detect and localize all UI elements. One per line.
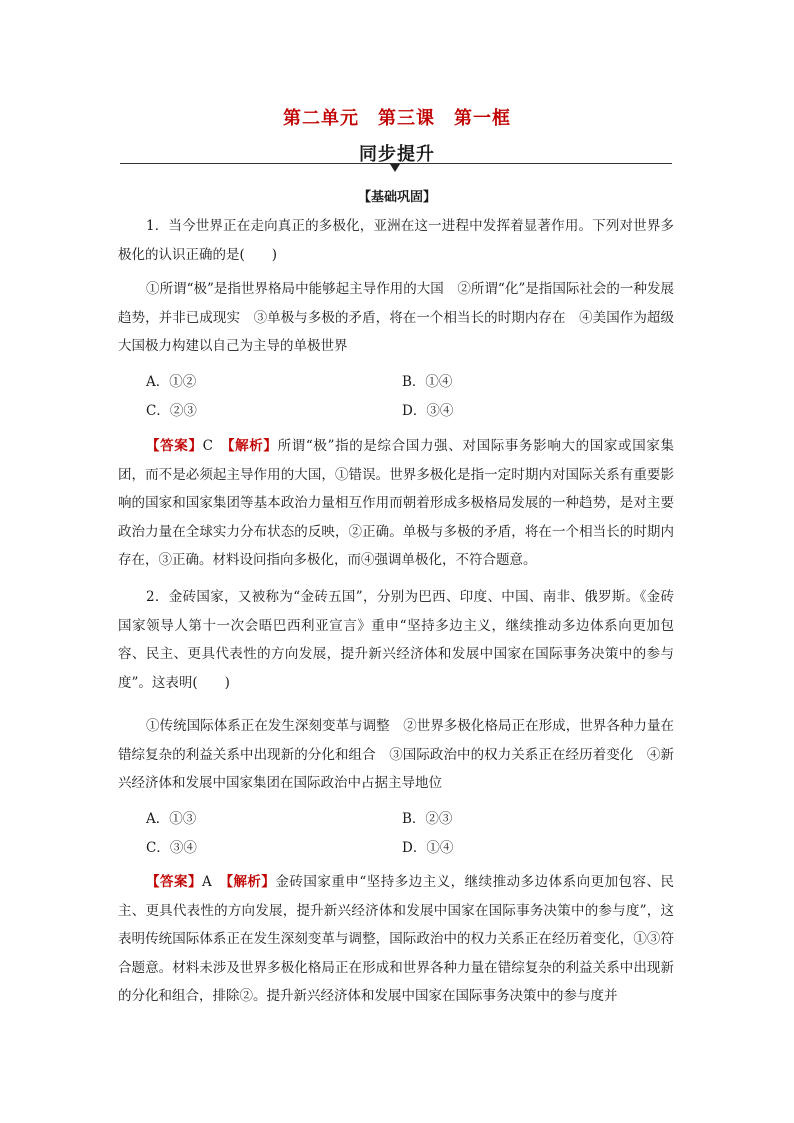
question-2-option-a: A．①③: [146, 811, 197, 827]
analysis-tag: 【解析】: [226, 874, 276, 890]
question-1-option-d: D．③④: [402, 402, 454, 419]
question-1-option-b: B．①④: [402, 374, 453, 390]
question-2-stem: 2．金砖国家，又被称为“金砖五国”，分别为巴西、印度、中国、南非、俄罗斯。《金砖国家领导人第十一次会晤巴西利亚宣言》重申“坚持多边主义，继续推动多边体系向更加包容、民主、更具代表性的方向发展，提升新兴经济体和发展中国家在国际事务决策中的参与度”。这表明( ): [118, 589, 674, 691]
question-2-option-b: B．②③: [402, 811, 453, 827]
question-2-option-d: D．①④: [402, 839, 454, 856]
question-1-option-c: C．②③: [146, 402, 197, 419]
question-1-option-a: A．①②: [146, 374, 197, 390]
question-2-option-c: C．③④: [146, 839, 197, 856]
page-title: 第二单元 第三课 第一框: [283, 108, 511, 129]
question-2-answer: [118, 868, 674, 1011]
analysis-text: 金砖国家重申“坚持多边主义，继续推动多边体系向更加包容、民主、更具代表性的方向发展，提升新兴经济体和发展中国家在国际事务决策中的参与度”，这表明传统国际体系正在发生深刻变革与调整，国际政治中的权力关系正在经历着变化，①③符合题意。材料未涉及世界多极化格局正在形成和世界各种力量在错综复杂的利益关系中出现新的分化和组合，排除②。提升新兴经济体和发展中国家在国际事务决策中的参与度并: [118, 874, 675, 1004]
answer-tag: 【答案】: [146, 874, 202, 890]
answer-tag: 【答案】: [146, 438, 203, 454]
question-1-stem: 1．当今世界正在走向真正的多极化，亚洲在这一进程中发挥着显著作用。下列对世界多极化的认识正确的是( ): [118, 218, 674, 263]
analysis-text: 所谓“极”指的是综合国力强、对国际事务影响大的国家或国家集团，而不是必须起主导作用的大国，①错误。世界多极化是指一定时期内对国际关系有重要影响的国家和国家集团等基本政治力量相互作用而朝着形成多极格局发展的一种趋势，是对主要政治力量在全球实力分布状态的反映，②正确。单极与多极的矛盾，将在一个相当长的时期内存在，③正确。材料设问指向多极化，而④强调单极化，不符合题意。: [118, 438, 675, 568]
section-heading: 【基础巩固】: [357, 190, 436, 205]
answer-value: C: [202, 438, 213, 454]
triangle-marker-icon: [390, 164, 400, 172]
question-1-answer: [118, 432, 674, 575]
question-2-statements: ①传统国际体系正在发生深刻变革与调整 ②世界多极化格局正在形成，世界各种力量在错综复杂的利益关系中出现新的分化和组合 ③国际政治中的权力关系正在经历着变化 ④新兴经济体和发展中国家集团在国际政治中占据主导地位: [118, 718, 674, 791]
answer-value: A: [201, 874, 212, 890]
analysis-tag: 【解析】: [227, 438, 278, 454]
page-subtitle: 同步提升: [359, 144, 435, 165]
question-1-options: [146, 368, 674, 425]
question-1-statements: ①所谓“极”是指世界格局中能够起主导作用的大国 ②所谓“化”是指国际社会的一种发展趋势，并非已成现实 ③单极与多极的矛盾，将在一个相当长的时期内存在 ④美国作为超级大国极力构建以自己为主导的单极世界: [118, 281, 674, 354]
question-2-options: [146, 805, 674, 862]
